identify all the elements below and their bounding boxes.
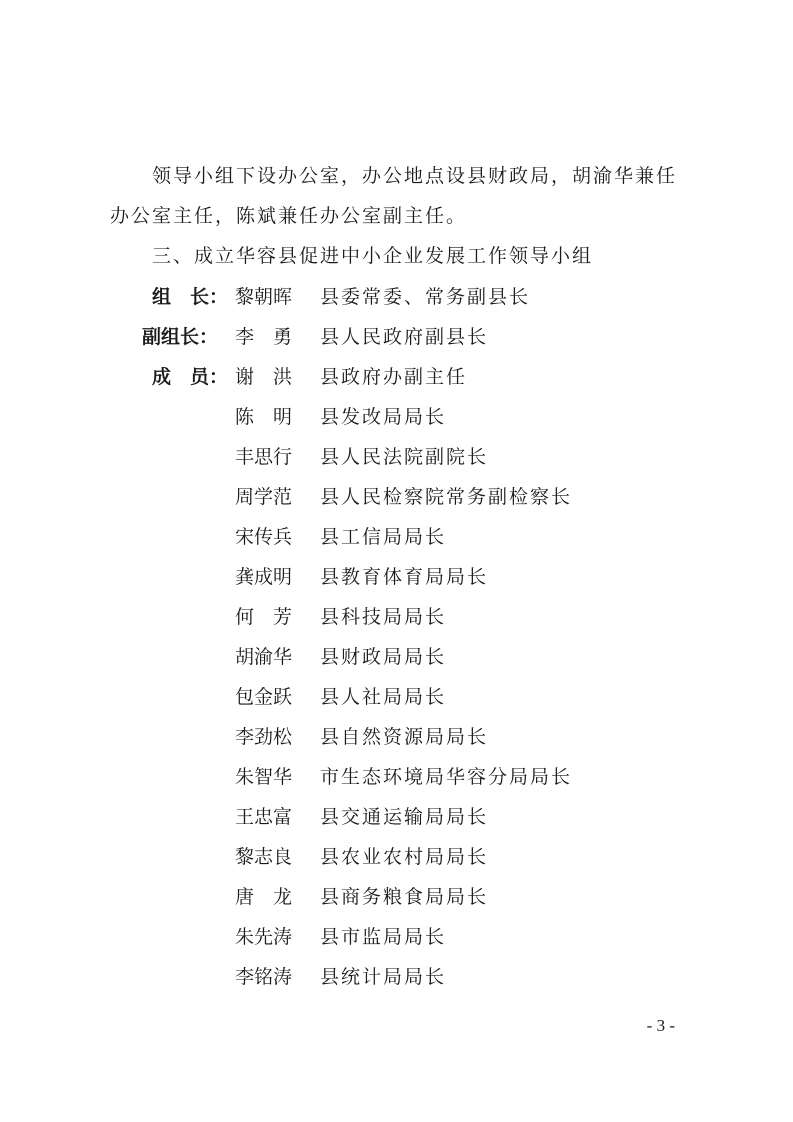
member-title: 县人社局局长 [320, 686, 447, 708]
member-title: 县教育体育局局长 [320, 566, 489, 588]
page-number: - 3 - [646, 1016, 675, 1035]
member-title: 县人民政府副县长 [320, 326, 489, 348]
member-title: 县人民检察院常务副检察长 [320, 486, 573, 508]
member-name: 何 芳 [235, 606, 293, 628]
paragraph-line-2: 办公室主任，陈斌兼任办公室副主任。 [110, 205, 468, 227]
member-title: 县统计局局长 [320, 966, 447, 988]
member-name: 胡渝华 [235, 646, 293, 668]
member-title: 县自然资源局局长 [320, 726, 489, 748]
member-name: 丰思行 [235, 446, 293, 468]
member-name: 李铭涛 [235, 966, 293, 988]
member-name: 王忠富 [235, 806, 293, 828]
member-title: 县工信局局长 [320, 526, 447, 548]
role-member-label: 成 员： [152, 366, 229, 388]
member-title: 县财政局局长 [320, 646, 447, 668]
member-title: 县交通运输局局长 [320, 806, 489, 828]
paragraph-line-1: 领导小组下设办公室，办公地点设县财政局，胡渝华兼任 [152, 165, 678, 187]
member-name: 包金跃 [235, 686, 293, 708]
member-title: 县科技局局长 [320, 606, 447, 628]
member-name: 周学范 [235, 486, 293, 508]
section-heading: 三、成立华容县促进中小企业发展工作领导小组 [152, 245, 594, 267]
member-title: 市生态环境局华容分局局长 [320, 766, 573, 788]
member-title: 县发改局局长 [320, 406, 447, 428]
member-name: 陈 明 [235, 406, 293, 428]
member-title: 县人民法院副院长 [320, 446, 489, 468]
member-name: 黎志良 [235, 846, 293, 868]
member-name: 龚成明 [235, 566, 293, 588]
member-name: 谢 洪 [235, 366, 293, 388]
member-name: 李 勇 [235, 326, 293, 348]
member-name: 唐 龙 [235, 886, 293, 908]
member-name: 黎朝晖 [235, 286, 293, 308]
member-title: 县市监局局长 [320, 926, 447, 948]
member-title: 县政府办副主任 [320, 366, 468, 388]
member-title: 县委常委、常务副县长 [320, 286, 531, 308]
member-name: 朱先涛 [235, 926, 293, 948]
member-name: 李劲松 [235, 726, 293, 748]
member-name: 朱智华 [235, 766, 293, 788]
role-leader-label: 组 长： [152, 286, 229, 308]
role-deputy-label: 副组长： [142, 326, 219, 348]
member-name: 宋传兵 [235, 526, 293, 548]
member-title: 县商务粮食局局长 [320, 886, 489, 908]
member-title: 县农业农村局局长 [320, 846, 489, 868]
